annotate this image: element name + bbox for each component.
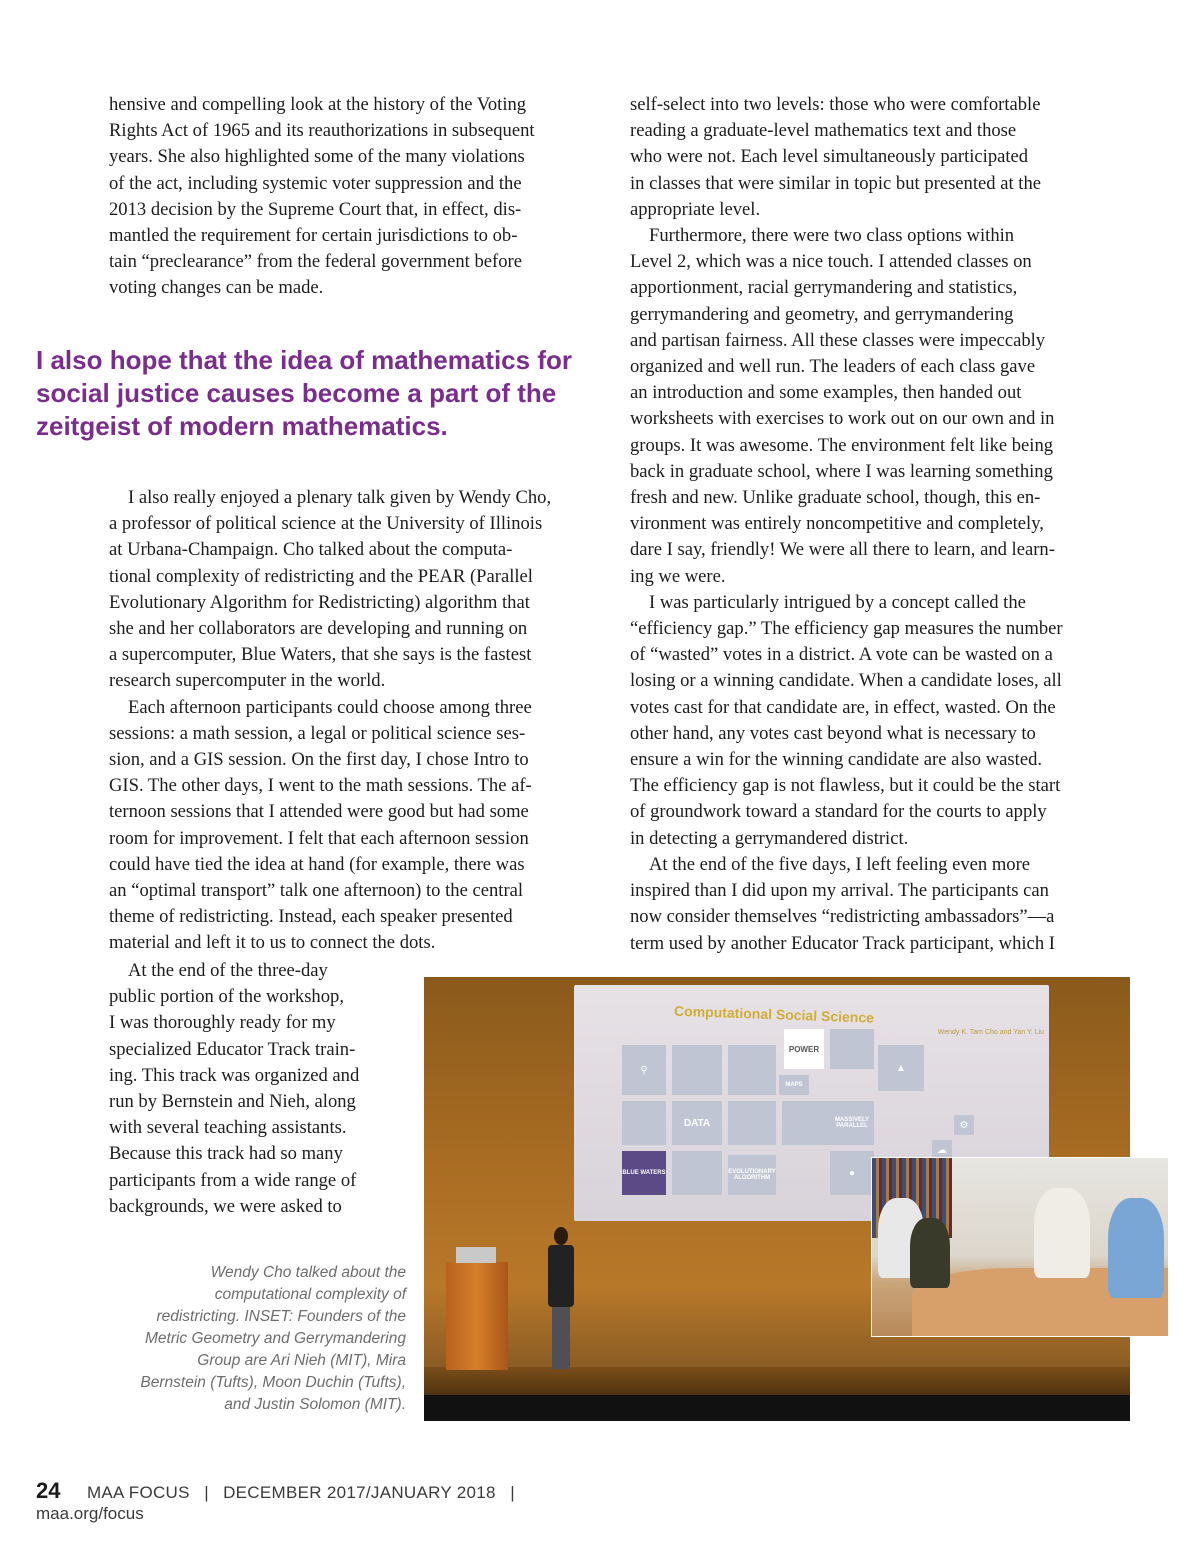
footer-separator: |: [204, 1483, 209, 1502]
text-line: she and her collaborators are developing and running on: [109, 618, 528, 640]
text-line: losing or a winning candidate. When a candidate loses, all: [630, 670, 1062, 692]
text-line: material and left it to us to connect the dots.: [109, 932, 436, 954]
text-line: in classes that were similar in topic but presented at the: [630, 172, 1042, 194]
text-line: ternoon sessions that I attended were good but had some: [109, 801, 529, 823]
text-line: “efficiency gap.” The efficiency gap measures the number: [630, 618, 1063, 640]
screen-tile: [672, 1151, 722, 1195]
magazine-name: MAA FOCUS: [86, 1483, 190, 1502]
text-line: public portion of the workshop,: [109, 986, 344, 1008]
page-footer: [36, 1478, 636, 1523]
text-line: 2013 decision by the Supreme Court that, in effect, dis-: [109, 198, 522, 220]
text-line: ing we were.: [630, 565, 726, 587]
left-column-mid-text: [109, 485, 609, 957]
text-line: groups. It was awesome. The environment felt like being: [630, 434, 1054, 456]
text-line: of the act, including systemic voter suppression and the: [109, 172, 522, 194]
text-line: I was thoroughly ready for my: [109, 1012, 336, 1034]
screen-tile: [672, 1045, 722, 1095]
text-line: of groundwork toward a standard for the courts to apply: [630, 801, 1047, 823]
text-line: research supercomputer in the world.: [109, 670, 386, 692]
text-line: Furthermore, there were two class options within: [649, 225, 1015, 247]
cloud-icon-tile: ☁: [932, 1140, 952, 1160]
page-number: 24: [36, 1478, 61, 1503]
text-line: a supercomputer, Blue Waters, that she says is the fastest: [109, 644, 532, 666]
massively-parallel-tile: MASSIVELY PARALLEL: [830, 1101, 874, 1145]
screen-title: Computational Social Science: [673, 1002, 875, 1026]
text-line: with several teaching assistants.: [109, 1117, 347, 1139]
text-line: I was particularly intrigued by a concept called the: [649, 591, 1026, 613]
person: [1108, 1198, 1164, 1298]
text-line: mantled the requirement for certain jurisdictions to ob-: [109, 225, 518, 247]
text-line: other hand, any votes cast beyond what is necessary to: [630, 722, 1036, 744]
text-line: tional complexity of redistricting and the PEAR (Parallel: [109, 565, 533, 587]
screen-tile: [728, 1045, 776, 1095]
gear-icon-tile: ⚙: [954, 1115, 974, 1135]
laptop: [456, 1247, 496, 1263]
blue-waters-tile: BLUE WATERS: [622, 1151, 666, 1195]
left-column-top-text: [109, 92, 609, 302]
screen-subtitle: Wendy K. Tam Cho and Yan Y. Liu: [937, 1029, 1044, 1036]
text-line: could have tied the idea at hand (for example, there was: [109, 853, 525, 875]
caption-line: Bernstein (Tufts), Moon Duchin (Tufts),: [140, 1374, 406, 1391]
text-line: votes cast for that candidate are, in effect, wasted. On the: [630, 696, 1056, 718]
caption-line: Metric Geometry and Gerrymandering: [144, 1330, 406, 1347]
photo-caption: [90, 1262, 406, 1416]
text-line: Evolutionary Algorithm for Redistricting) algorithm that: [109, 591, 530, 613]
text-line: apportionment, racial gerrymandering and statistics,: [630, 277, 1018, 299]
text-line: dare I say, friendly! We were all there to learn, and learn-: [630, 539, 1055, 561]
text-line: years. She also highlighted some of the many violations: [109, 146, 525, 168]
pull-quote-line: social justice causes become a part of the: [36, 378, 557, 408]
text-line: an “optimal transport” talk one afternoon) to the central: [109, 880, 524, 902]
text-line: GIS. The other days, I went to the math sessions. The af-: [109, 775, 532, 797]
text-line: At the end of the five days, I left feeling even more: [649, 853, 1031, 875]
text-line: vironment was entirely noncompetitive and completely,: [630, 513, 1044, 535]
text-line: At the end of the three-day: [128, 960, 328, 981]
text-line: ing. This track was organized and: [109, 1064, 360, 1086]
maps-tile: MAPS: [779, 1075, 809, 1095]
caption-line: Wendy Cho talked about the: [210, 1264, 406, 1281]
text-line: tain “preclearance” from the federal government before: [109, 251, 522, 273]
text-line: backgrounds, we were asked to: [109, 1195, 342, 1217]
person: [1034, 1188, 1090, 1278]
pull-quote: [36, 344, 616, 443]
text-line: Each afternoon participants could choose among three: [128, 696, 532, 718]
inset-photo: [871, 1157, 1169, 1337]
search-tile: ⚲: [622, 1045, 666, 1095]
person: [910, 1218, 950, 1288]
text-line: term used by another Educator Track participant, which I: [630, 932, 1055, 954]
text-line: inspired than I did upon my arrival. The participants can: [630, 880, 1049, 902]
screen-tile: [622, 1101, 666, 1145]
screen-tile: [830, 1029, 874, 1069]
evolutionary-algorithm-tile: EVOLUTIONARY ALGORITHM: [728, 1155, 776, 1195]
text-line: Level 2, which was a nice touch. I attended classes on: [630, 251, 1032, 273]
text-line: Because this track had so many: [109, 1143, 343, 1165]
text-line: who were not. Each level simultaneously participated: [630, 146, 1029, 168]
text-line: participants from a wide range of: [109, 1169, 357, 1191]
text-line: back in graduate school, where I was learning something: [630, 460, 1053, 482]
text-line: hensive and compelling look at the history of the Voting: [109, 94, 527, 115]
globe-icon-tile: ●: [830, 1151, 874, 1195]
left-column-wrap-text: [109, 958, 409, 1220]
issue-date: DECEMBER 2017/JANUARY 2018: [223, 1483, 496, 1502]
text-line: voting changes can be made.: [109, 277, 324, 299]
screen-tile: [782, 1101, 830, 1145]
pull-quote-line: I also hope that the idea of mathematics for: [36, 345, 572, 375]
text-line: worksheets with exercises to work out on our own and in: [630, 408, 1055, 430]
text-line: self-select into two levels: those who were comfortable: [630, 94, 1041, 115]
text-line: an introduction and some examples, then handed out: [630, 382, 1022, 404]
text-line: gerrymandering and geometry, and gerrymandering: [630, 303, 1014, 325]
text-line: and partisan fairness. All these classes were impeccably: [630, 329, 1046, 351]
website-link[interactable]: maa.org/focus: [36, 1504, 144, 1523]
text-line: Rights Act of 1965 and its reauthorizations in subsequent: [109, 120, 535, 142]
audience: [424, 1395, 1130, 1421]
warning-icon-tile: ▲: [878, 1045, 924, 1091]
text-line: appropriate level.: [630, 198, 761, 220]
footer-separator: |: [510, 1483, 515, 1502]
text-line: in detecting a gerrymandered district.: [630, 827, 909, 849]
text-line: reading a graduate-level mathematics text and those: [630, 120, 1017, 142]
caption-line: computational complexity of: [214, 1286, 406, 1303]
text-line: fresh and new. Unlike graduate school, though, this en-: [630, 487, 1041, 509]
data-tile: DATA: [672, 1101, 722, 1145]
text-line: of “wasted” votes in a district. A vote can be wasted on a: [630, 644, 1053, 666]
right-column-text: [630, 92, 1130, 957]
text-line: theme of redistricting. Instead, each speaker presented: [109, 906, 513, 928]
caption-line: Group are Ari Nieh (MIT), Mira: [197, 1352, 406, 1369]
screen-tile: [728, 1101, 776, 1145]
text-line: a professor of political science at the University of Illinois: [109, 513, 543, 535]
text-line: organized and well run. The leaders of each class gave: [630, 356, 1036, 378]
pull-quote-line: zeitgeist of modern mathematics.: [36, 411, 448, 441]
text-line: sion, and a GIS session. On the first day, I chose Intro to: [109, 749, 529, 771]
speaker: [546, 1227, 576, 1369]
text-line: sessions: a math session, a legal or political science ses-: [109, 722, 526, 744]
caption-line: redistricting. INSET: Founders of the: [156, 1308, 406, 1325]
text-line: run by Bernstein and Nieh, along: [109, 1091, 356, 1113]
text-line: The efficiency gap is not flawless, but it could be the start: [630, 775, 1061, 797]
podium: [446, 1262, 508, 1370]
text-line: ensure a win for the winning candidate are also wasted.: [630, 749, 1043, 771]
power-tile: POWER: [784, 1029, 824, 1069]
text-line: at Urbana-Champaign. Cho talked about the computa-: [109, 539, 513, 561]
caption-line: and Justin Solomon (MIT).: [224, 1396, 406, 1413]
text-line: I also really enjoyed a plenary talk given by Wendy Cho,: [128, 487, 552, 508]
text-line: specialized Educator Track train-: [109, 1038, 356, 1060]
text-line: room for improvement. I felt that each afternoon session: [109, 827, 529, 849]
text-line: now consider themselves “redistricting ambassadors”—a: [630, 906, 1055, 928]
